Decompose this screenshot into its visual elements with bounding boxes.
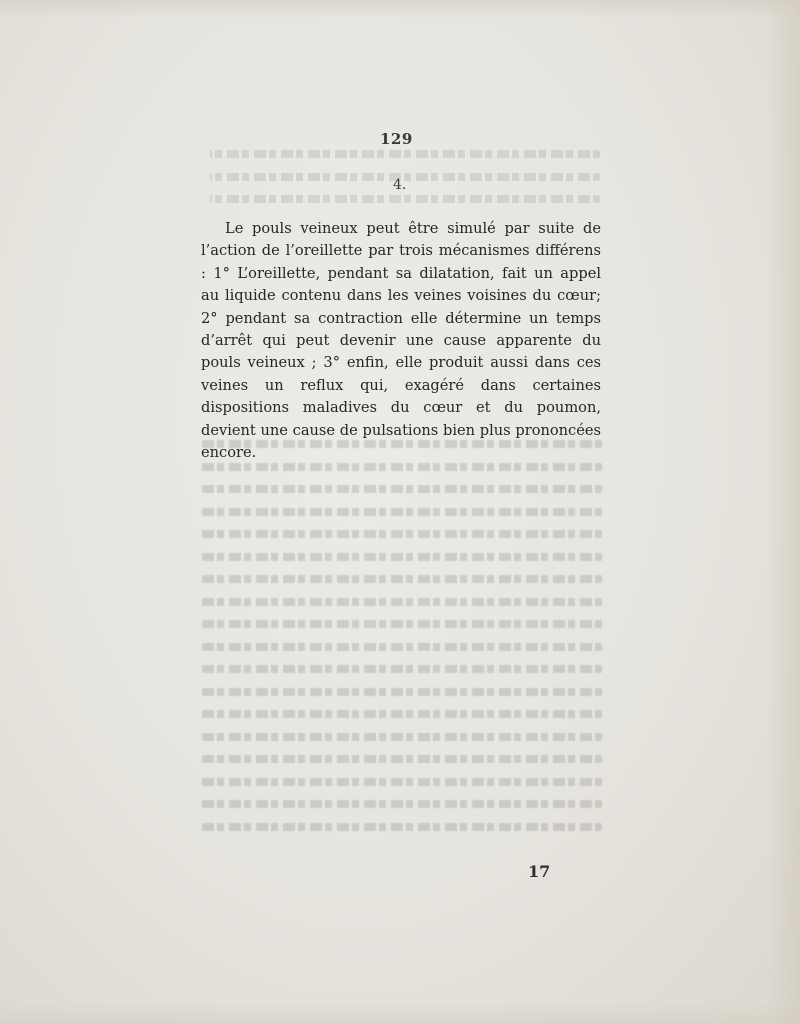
page-number: 129 xyxy=(380,130,413,148)
page-edge-bottom xyxy=(0,1002,800,1024)
signature-number: 17 xyxy=(528,862,551,881)
body-paragraph: Le pouls veineux peut être simulé par suite de l’action de l’oreillette par trois mécanismes différens : 1° L’oreillette, pendant sa dilatation, fait un appel au liquide contenu dans les veines voisines du cœur; 2° pendant sa contraction elle détermine un temps d’arrêt qui peut devenir une cause apparente du pouls veineux ; 3° enfin, elle produit aussi dans ces veines un reflux qui, exagéré dans certaines dispositions maladives du cœur et du poumon, devient une cause de pulsations bien plus prononcées encore. xyxy=(201,220,601,462)
section-number: 4. xyxy=(393,177,407,193)
show-through-text xyxy=(202,440,602,845)
page-edge-right xyxy=(766,0,800,1024)
page-edge-top xyxy=(0,0,800,18)
